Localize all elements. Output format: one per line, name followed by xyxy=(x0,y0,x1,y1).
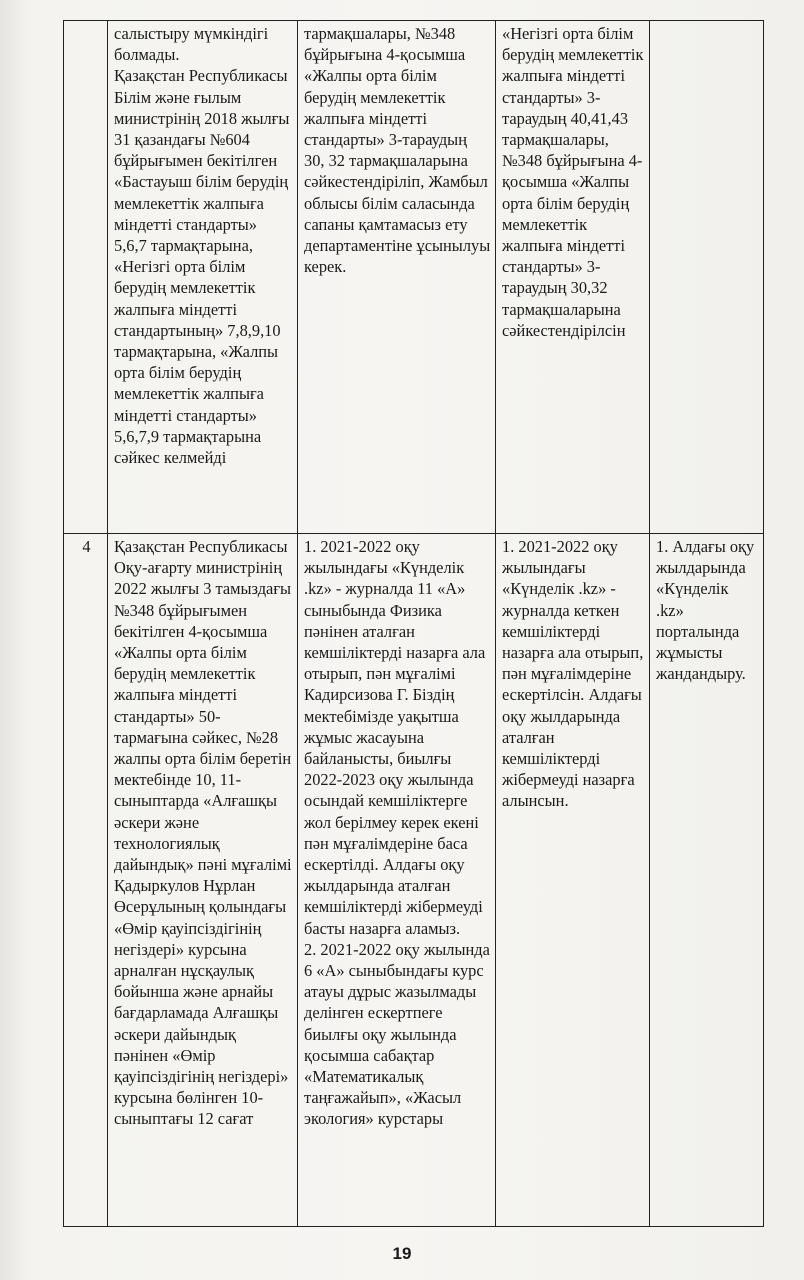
measures-taken-cell: 1. 2021-2022 оқу жылындағы «Күнделік .kz» - журналда 11 «А» сыныбында Физика пәнінен аталған кемшіліктерді назарға ала отырып, пән мұғалімі Кадирсизова Г. Біздің мектебімізде уақытша жұмыс жасауына байланысты, биылғы 2022-2023 оқу жылында осындай кемшіліктерге жол берілмеу керек екені пән мұғалімдеріне баса ескертілді. Алдағы оқу жылдарында аталған кемшіліктерді жібермеуді басты назарға аламыз. 2. 2021-2022 оқу жылында 6 «А» сыныбындағы курс атауы дұрыс жазылмады делінген ескертпеге биылғы оқу жылында қосымша сабақтар «Математикалық таңғажайып», «Жасыл экология» курстары xyxy=(298,534,496,1227)
measures-taken-cell: тармақшалары, №348 бұйрығына 4-қосымша «Жалпы орта білім берудің мемлекеттік жалпыға міндетті стандарты» 3-тараудың 30, 32 тармақшаларына сәйкестендіріліп, Жамбыл облысы білім саласында сапаны қамтамасыз ету департаментіне ұсынылуы керек. xyxy=(298,21,496,534)
plan-cell: 1. Алдағы оқу жылдарында «Күнделік .kz» порталында жұмысты жандандыру. xyxy=(650,534,764,1227)
violation-cell: салыстыру мүмкіндігі болмады. Қазақстан Республикасы Білім және ғылым министрінің 2018 жылғы 31 қазандағы №604 бұйрығымен бекітілген «Бастауыш білім берудің мемлекеттік жалпыға міндетті стандарты» 5,6,7 тармақтарына, «Негізгі орта білім берудің мемлекеттік жалпыға міндетті стандартының» 7,8,9,10 тармақтарына, «Жалпы орта білім берудің мемлекеттік жалпыға міндетті стандарты» 5,6,7,9 тармақтарына сәйкес келмейді xyxy=(108,21,298,534)
recommendation-cell: 1. 2021-2022 оқу жылындағы «Күнделік .kz» - журналда кеткен кемшіліктерді назарға ала отырып, пән мұғалімдеріне ескертілсін. Алдағы оқу жылдарында аталған кемшіліктерді жібермеуді назарға алынсын. xyxy=(496,534,650,1227)
page-number: 19 xyxy=(392,1244,412,1263)
table-row xyxy=(64,21,764,534)
findings-table xyxy=(63,20,764,1227)
plan-cell xyxy=(650,21,764,534)
row-number-cell xyxy=(64,21,108,534)
violation-cell: Қазақстан Республикасы Оқу-ағарту министрінің 2022 жылғы 3 тамыздағы №348 бұйрығымен бекітілген 4-қосымша «Жалпы орта білім берудің мемлекеттік жалпыға міндетті стандарты» 50-тармағына сәйкес, №28 жалпы орта білім беретін мектебінде 10, 11-сыныптарда «Алғашқы әскери және технологиялық дайындық» пәні мұғалімі Қадыркулов Нұрлан Өсерұлының қолындағы «Өмір қауіпсіздігінің негіздері» курсына арналған нұсқаулық бойынша және арнайы бағдарламада Алғашқы әскери дайындық пәнінен «Өмір қауіпсіздігінің негіздері» курсына бөлінген 10-сыныптағы 12 сағат xyxy=(108,534,298,1227)
recommendation-cell: «Негізгі орта білім берудің мемлекеттік жалпыға міндетті стандарты» 3-тараудың 40,41,43 тармақшалары, №348 бұйрығына 4-қосымша «Жалпы орта білім берудің мемлекеттік жалпыға міндетті стандарты» 3-тараудың 30,32 тармақшаларына сәйкестендірілсін xyxy=(496,21,650,534)
table-row xyxy=(64,534,764,1227)
row-number-cell: 4 xyxy=(64,534,108,1227)
